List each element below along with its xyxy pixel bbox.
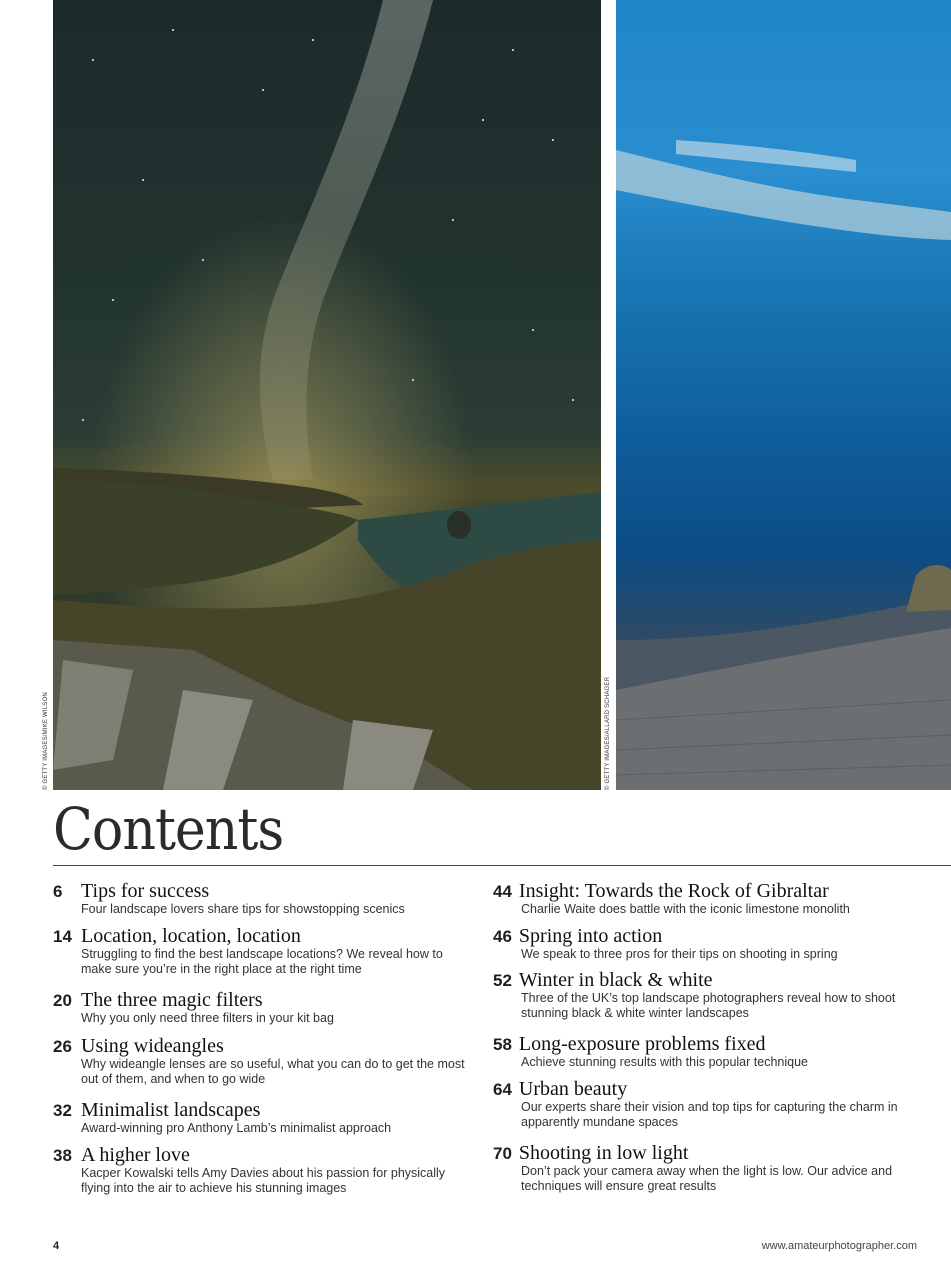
entry-title: The three magic filters	[81, 989, 263, 1011]
entry-description: Charlie Waite does battle with the iconic limestone monolith	[521, 902, 850, 916]
contents-entry[interactable]	[53, 880, 473, 917]
entry-page-number: 6	[53, 882, 63, 901]
page-title: Contents	[53, 795, 284, 863]
entry-heading	[53, 925, 473, 948]
contents-entry[interactable]	[53, 1099, 473, 1136]
entry-description: We speak to three pros for their tips on shooting in spring	[521, 947, 838, 961]
entry-page-number: 26	[53, 1037, 72, 1056]
contents-entry[interactable]	[53, 1144, 473, 1196]
entry-heading	[493, 880, 923, 903]
entry-description: Award-winning pro Anthony Lamb’s minimalist approach	[81, 1121, 392, 1135]
photo-credit-left: © GETTY IMAGES/MIKE WILSON	[43, 692, 49, 790]
page-number: 4	[53, 1240, 60, 1252]
entry-page-number: 52	[493, 971, 512, 990]
entry-title: Location, location, location	[81, 925, 301, 947]
entry-title: Shooting in low light	[518, 1142, 689, 1164]
entry-page-number: 20	[53, 991, 72, 1010]
entry-heading	[53, 1144, 473, 1167]
entry-title: Minimalist landscapes	[81, 1099, 261, 1121]
contents-entry[interactable]	[493, 1142, 923, 1194]
entry-title: Using wideangles	[81, 1035, 224, 1057]
entry-heading	[493, 925, 923, 948]
entry-page-number: 14	[53, 927, 72, 946]
contents-entry[interactable]	[53, 989, 473, 1026]
entry-heading	[493, 1142, 923, 1165]
milky-way-photo	[53, 0, 601, 790]
entry-heading	[493, 969, 923, 992]
entry-heading	[53, 989, 473, 1012]
entry-description: Our experts share their vision and top tips for capturing the charm in apparently mundane spaces	[521, 1100, 898, 1129]
contents-entry[interactable]	[493, 925, 923, 962]
entry-page-number: 64	[493, 1080, 512, 1099]
entry-description: Achieve stunning results with this popular technique	[521, 1055, 808, 1069]
entry-page-number: 58	[493, 1035, 512, 1054]
entry-title: Spring into action	[518, 925, 663, 947]
contents-entry[interactable]	[493, 880, 923, 917]
contents-entry[interactable]	[53, 1035, 473, 1087]
entry-description: Kacper Kowalski tells Amy Davies about his passion for physically flying into the air to achieve his stunning images	[81, 1166, 446, 1195]
entry-page-number: 46	[493, 927, 512, 946]
entry-description: Why you only need three filters in your kit bag	[81, 1011, 334, 1025]
entry-page-number: 44	[493, 882, 512, 901]
entry-description: Four landscape lovers share tips for showstopping scenics	[81, 902, 405, 916]
entry-heading	[493, 1033, 923, 1056]
contents-entry[interactable]	[493, 1078, 923, 1130]
website-url: www.amateurphotographer.com	[761, 1240, 917, 1252]
photo-credit-right: © GETTY IMAGES/ALLARD SCHAGER	[605, 676, 611, 790]
entry-title: A higher love	[81, 1144, 190, 1166]
entry-description: Don’t pack your camera away when the light is low. Our advice and techniques will ensure great results	[521, 1164, 893, 1193]
entry-title: Tips for success	[81, 880, 210, 902]
entry-title: Long-exposure problems fixed	[518, 1033, 766, 1055]
entry-heading	[493, 1078, 923, 1101]
entry-page-number: 38	[53, 1146, 72, 1165]
contents-entry[interactable]	[53, 925, 473, 977]
entry-heading	[53, 880, 473, 903]
entry-title: Urban beauty	[518, 1078, 628, 1100]
entry-heading	[53, 1099, 473, 1122]
contents-entry[interactable]	[493, 1033, 923, 1070]
entry-page-number: 32	[53, 1101, 72, 1120]
entry-title: Winter in black & white	[518, 969, 713, 991]
sea-cliff-photo	[616, 0, 951, 790]
entry-description: Three of the UK’s top landscape photographers reveal how to shoot stunning black & white winter landscapes	[521, 991, 896, 1020]
entry-description: Struggling to find the best landscape locations? We reveal how to make sure you’re in the right place at the right time	[81, 947, 443, 976]
entry-page-number: 70	[493, 1144, 512, 1163]
entry-heading	[53, 1035, 473, 1058]
entry-description: Why wideangle lenses are so useful, what you can do to get the most out of them, and when to go wide	[81, 1057, 465, 1086]
entry-title: Insight: Towards the Rock of Gibraltar	[518, 880, 829, 902]
title-divider	[53, 865, 951, 866]
contents-entry[interactable]	[493, 969, 923, 1021]
